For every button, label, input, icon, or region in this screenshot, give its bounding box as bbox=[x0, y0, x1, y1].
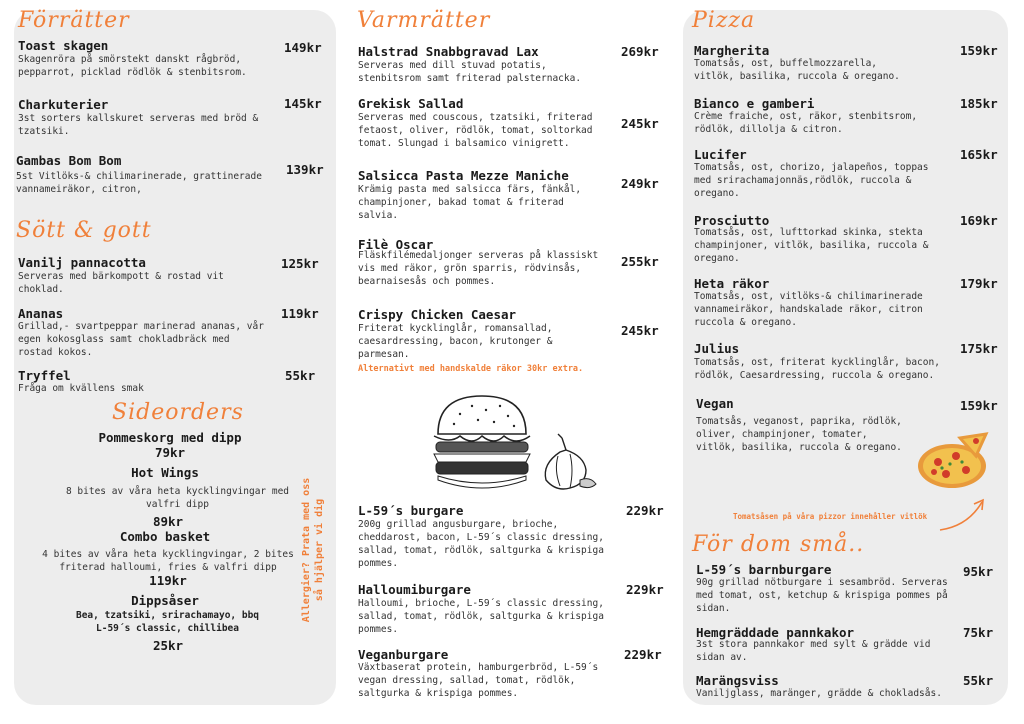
allergy-note: Allergier? Prata med oss så hjälper vi dig bbox=[301, 477, 325, 623]
pizza-item-desc: Tomatsås, veganost, paprika, rödlök, oliver, champinjoner, tomater, vitlök, basilika, ruccola & oregano. bbox=[696, 416, 902, 453]
sideorders-heading: Sideorders bbox=[112, 400, 244, 425]
forratter-item-price: 139kr bbox=[286, 162, 324, 177]
pizza-item-price: 159kr bbox=[960, 43, 998, 58]
forratter-item-desc: 3st sorters kallskuret serveras med bröd & tzatsiki. bbox=[18, 113, 259, 137]
smaa-item-name: L-59´s barnburgare bbox=[696, 562, 832, 577]
forratter-item-price: 145kr bbox=[284, 96, 322, 111]
sideorder-combo-desc: 4 bites av våra heta kycklingvingar, 2 bites friterad halloumi, fries & valfri dipp bbox=[42, 549, 294, 573]
forratter-item-name: Gambas Bom Bom bbox=[16, 153, 122, 168]
burger-item-name: L-59´s burgare bbox=[358, 503, 464, 518]
smaa-item-price: 55kr bbox=[963, 673, 994, 688]
varmratter-item-desc: Friterat kycklinglår, romansallad, caesardressing, bacon, krutonger & parmesan. bbox=[358, 323, 553, 360]
varmratter-item-desc: Serveras med couscous, tzatsiki, friterad fetaost, oliver, rödlök, tomat, soltorkad tomat. Slungad i balsamico vinigrett. bbox=[358, 112, 593, 149]
sott-item-price: 119kr bbox=[281, 306, 319, 321]
pizza-item-name: Prosciutto bbox=[694, 213, 770, 228]
smaa-item-name: Hemgräddade pannkakor bbox=[696, 625, 855, 640]
pizza-item-price: 165kr bbox=[960, 147, 998, 162]
forratter-item-name: Charkuterier bbox=[18, 97, 109, 112]
sott-item-name: Ananas bbox=[18, 306, 64, 321]
pizza-item-name: Vegan bbox=[696, 396, 734, 411]
varmratter-item-price: 245kr bbox=[621, 116, 659, 131]
sott-item-price: 125kr bbox=[281, 256, 319, 271]
arrow-icon bbox=[938, 496, 988, 532]
varmratter-item-name: Crispy Chicken Caesar bbox=[358, 307, 517, 322]
forratter-heading: Förrätter bbox=[18, 8, 130, 33]
sideorder-wings-price: 89kr bbox=[152, 514, 184, 529]
forratter-item-desc: 5st Vitlöks-& chilimarinerade, grattinerade vannameiräkor, citron, bbox=[16, 171, 262, 195]
pizza-item-price: 179kr bbox=[960, 276, 998, 291]
caesar-note: Alternativt med handskalde räkor 30kr extra. bbox=[358, 364, 584, 374]
sideorder-wings-name: Hot Wings bbox=[131, 465, 199, 480]
pizza-item-name: Bianco e gamberi bbox=[694, 96, 815, 111]
smaa-item-desc: Vaniljglass, maränger, grädde & chokladsås. bbox=[696, 688, 942, 699]
sott-heading: Sött & gott bbox=[16, 218, 152, 243]
varmratter-item-desc: Fläskfilémedaljonger serveras på klassiskt vis med räkor, grön sparris, rödvinsås, bearnaisesås och pommes. bbox=[358, 250, 599, 287]
sideorder-wings-desc: 8 bites av våra heta kycklingvingar med valfri dipp bbox=[65, 486, 290, 510]
pizza-item-name: Julius bbox=[694, 341, 740, 356]
varmratter-item-price: 249kr bbox=[621, 176, 659, 191]
smaa-item-price: 95kr bbox=[963, 564, 994, 579]
pizza-heading: Pizza bbox=[692, 8, 756, 33]
smaa-item-name: Marängsviss bbox=[696, 673, 779, 688]
sott-item-desc: Serveras med bärkompott & rostad vit choklad. bbox=[18, 271, 224, 295]
pizza-item-desc: Crème fraiche, ost, räkor, stenbitsrom, rödlök, dillolja & citron. bbox=[694, 111, 918, 135]
pizza-item-desc: Tomatsås, ost, vitlöks-& chilimarinerade vannameiräkor, handskalade räkor, citron ruccola & oregano. bbox=[694, 291, 923, 328]
pizza-item-price: 185kr bbox=[960, 96, 998, 111]
pizza-illustration bbox=[916, 432, 992, 492]
burger-item-price: 229kr bbox=[624, 647, 662, 662]
burger-item-price: 229kr bbox=[626, 582, 664, 597]
burger-item-price: 229kr bbox=[626, 503, 664, 518]
burger-item-desc: Halloumi, brioche, L-59´s classic dressing, sallad, tomat, rödlök, saltgurka & krispiga pommes. bbox=[358, 598, 604, 635]
pizza-note: Tomatsåsen på våra pizzor innehåller vitlök bbox=[733, 512, 928, 521]
varmratter-item-price: 255kr bbox=[621, 254, 659, 269]
varmratter-item-desc: Krämig pasta med salsicca färs, fänkål, champinjoner, bakad tomat & friterad salvia. bbox=[358, 184, 582, 221]
sideorder-combo-name: Combo basket bbox=[119, 529, 211, 544]
burger-item-desc: Växtbaserat protein, hamburgerbröd, L-59´s vegan dressing, sallad, tomat, rödlök, saltgurka & krispiga pommes. bbox=[358, 662, 599, 699]
smaa-item-desc: 90g grillad nötburgare i sesambröd. Serveras med tomat, ost, ketchup & krispiga pommes på sidan. bbox=[696, 577, 948, 614]
pizza-item-name: Heta räkor bbox=[694, 276, 770, 291]
sideorder-combo-price: 119kr bbox=[149, 573, 187, 588]
pizza-item-price: 159kr bbox=[960, 398, 998, 413]
smaa-item-desc: 3st stora pannkakor med sylt & grädde vid sidan av. bbox=[696, 639, 931, 663]
pizza-item-price: 169kr bbox=[960, 213, 998, 228]
smaa-item-price: 75kr bbox=[963, 625, 994, 640]
varmratter-item-name: Grekisk Sallad bbox=[358, 96, 464, 111]
forratter-item-desc: Skagenröra på smörstekt danskt rågbröd, pepparrot, picklad rödlök & stenbitsrom. bbox=[18, 54, 247, 78]
varmratter-item-price: 245kr bbox=[621, 323, 659, 338]
burger-item-name: Halloumiburgare bbox=[358, 582, 471, 597]
pizza-item-desc: Tomatsås, ost, buffelmozzarella, vitlök, basilika, ruccola & oregano. bbox=[694, 58, 900, 82]
varmratter-item-price: 269kr bbox=[621, 44, 659, 59]
sideorder-dip-name: Dippsåser bbox=[131, 593, 199, 608]
varmratter-item-desc: Serveras med dill stuvad potatis, stenbitsrom samt friterad palsternacka. bbox=[358, 60, 582, 84]
sideorder-pommes-price: 79kr bbox=[154, 445, 186, 460]
sott-item-price: 55kr bbox=[285, 368, 316, 383]
varmratter-item-name: Salsicca Pasta Mezze Maniche bbox=[358, 168, 569, 183]
varmratter-item-name: Halstrad Snabbgravad Lax bbox=[358, 44, 539, 59]
pizza-item-name: Margherita bbox=[694, 43, 770, 58]
sott-item-name: Tryffel bbox=[18, 368, 71, 383]
varmratter-heading: Varmrätter bbox=[357, 8, 491, 33]
sott-item-desc: Fråga om kvällens smak bbox=[18, 383, 144, 394]
pizza-item-desc: Tomatsås, ost, lufttorkad skinka, stekta champinjoner, vitlök, basilika, ruccola & oregano. bbox=[694, 227, 929, 264]
sott-item-desc: Grillad,- svartpeppar marinerad ananas, vår egen kokosglass samt chokladbräck med rostad kokos. bbox=[18, 321, 264, 358]
sott-item-name: Vanilj pannacotta bbox=[18, 255, 146, 270]
sideorder-dip-price: 25kr bbox=[152, 638, 184, 653]
pizza-item-price: 175kr bbox=[960, 341, 998, 356]
varmratter-item-name: Filè Oscar bbox=[358, 237, 434, 252]
smaa-heading: För dom små.. bbox=[692, 532, 865, 557]
burger-item-name: Veganburgare bbox=[358, 647, 449, 662]
sideorder-dip-line2: L-59´s classic, chillibea bbox=[96, 623, 239, 634]
pizza-item-desc: Tomatsås, ost, friterat kycklinglår, bacon, rödlök, Caesardressing, ruccola & oregano. bbox=[694, 357, 940, 381]
forratter-item-name: Toast skagen bbox=[18, 38, 109, 53]
sideorder-pommes-name: Pommeskorg med dipp bbox=[98, 430, 242, 445]
sideorder-dip-line1: Bea, tzatsiki, srirachamayo, bbq bbox=[75, 610, 260, 621]
burger-illustration bbox=[430, 392, 600, 497]
forratter-item-price: 149kr bbox=[284, 40, 322, 55]
burger-item-desc: 200g grillad angusburgare, brioche, cheddarost, bacon, L-59´s classic dressing, sallad, tomat, rödlök, saltgurka & krispiga pommes. bbox=[358, 519, 604, 569]
pizza-item-name: Lucifer bbox=[694, 147, 747, 162]
pizza-item-desc: Tomatsås, ost, chorizo, jalapeños, toppas med srirachamajonnäs,rödlök, ruccola & oregano. bbox=[694, 162, 929, 199]
